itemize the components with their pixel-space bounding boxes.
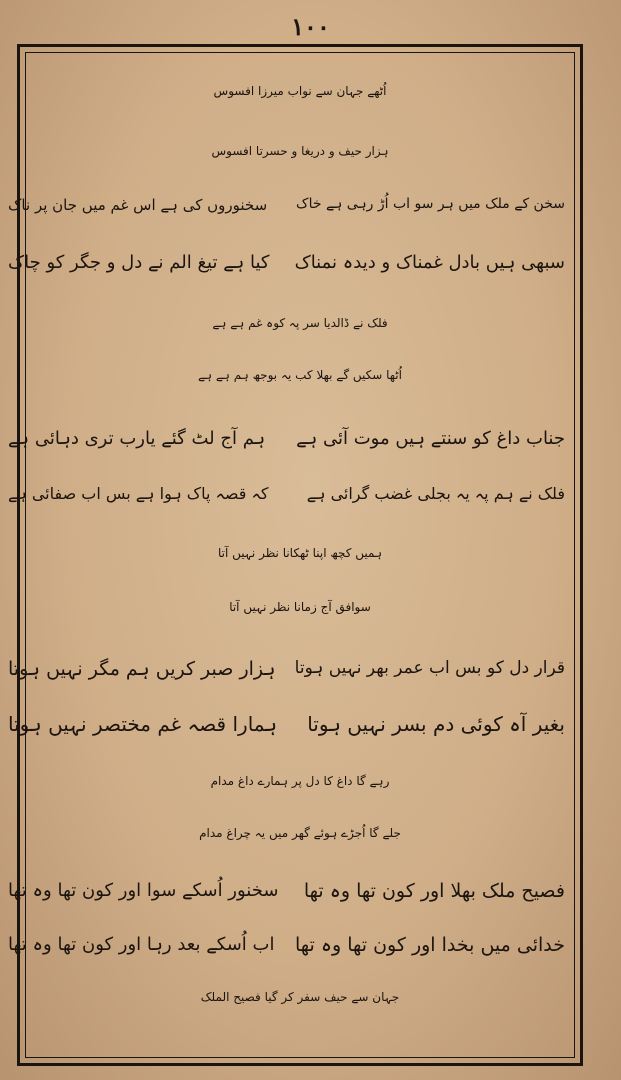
verse-line-left: ہزار صبر کریں ہم مگر نہیں ہوتا (8, 658, 276, 680)
verse-line-right: فصیح ملک بھلا اور کون تھا وہ تھا (303, 880, 565, 902)
verse-line-left: کہ قصہ پاک ہوا ہے بس اب صفائی ہے (8, 484, 269, 503)
verse-line-center: رہے گا داغ کا دل پر ہمارے داغ مدام (210, 774, 390, 788)
verse-line-left: ہم آج لٹ گئے یارب تری دہائی ہے (8, 428, 266, 449)
verse-line-center: سوافق آج زمانا نظر نہیں آتا (229, 600, 371, 614)
verse-line-right: قرار دل کو بس اب عمر بھر نہیں ہوتا (294, 658, 565, 678)
verse-line-right: بغیر آہ کوئی دم بسر نہیں ہوتا (307, 712, 565, 736)
verse-line-right: جناب داغ کو سنتے ہیں موت آئی ہے (296, 428, 565, 449)
verse-line-left: اب اُسکے بعد رہا اور کون تھا وہ تھا (8, 934, 275, 955)
verse-line-left: کیا ہے تیغ الم نے دل و جگر کو چاک (8, 252, 270, 273)
elegy-final-line: جہان سے حیف سفر کر گیا فصیح الملک (200, 990, 400, 1004)
elegy-heading: اُٹھے جہان سے نواب میرزا افسوس (213, 84, 387, 98)
verse-line-left: سخنور اُسکے سوا اور کون تھا وہ تھا (8, 880, 279, 901)
verse-line-right: سبھی ہیں بادل غمناک و دیدہ نمناک (294, 252, 565, 273)
verse-line-right: خدائی میں بخدا اور کون تھا وہ تھا (295, 934, 565, 956)
verse-line-right: فلک نے ہم پہ یہ بجلی غضب گرائی ہے (306, 484, 565, 503)
verse-line-left: سخنوروں کی ہے اس غم میں جان پر ناک (8, 196, 268, 214)
verse-line-center: فلک نے ڈالدیا سر پہ کوہ غم ہے ہے (212, 316, 388, 330)
elegy-subheading: ہزار حیف و دریغا و حسرتا افسوس (211, 144, 389, 158)
verse-line-center: جلے گا اُجڑے ہوئے گھر میں یہ چراغ مدام (199, 826, 401, 840)
verse-line-center: ہمیں کچھ اپنا ٹھکانا نظر نہیں آتا (217, 546, 382, 560)
verse-line-left: ہمارا قصہ غم مختصر نہیں ہوتا (8, 712, 278, 736)
verse-line-right: سخن کے ملک میں ہر سو اب اُڑ رہی ہے خاک (296, 196, 565, 212)
verse-line-center: اُٹھا سکیں گے بھلا کب یہ بوجھ ہم ہے ہے (198, 368, 402, 382)
page-number: ۱۰۰ (291, 12, 330, 41)
